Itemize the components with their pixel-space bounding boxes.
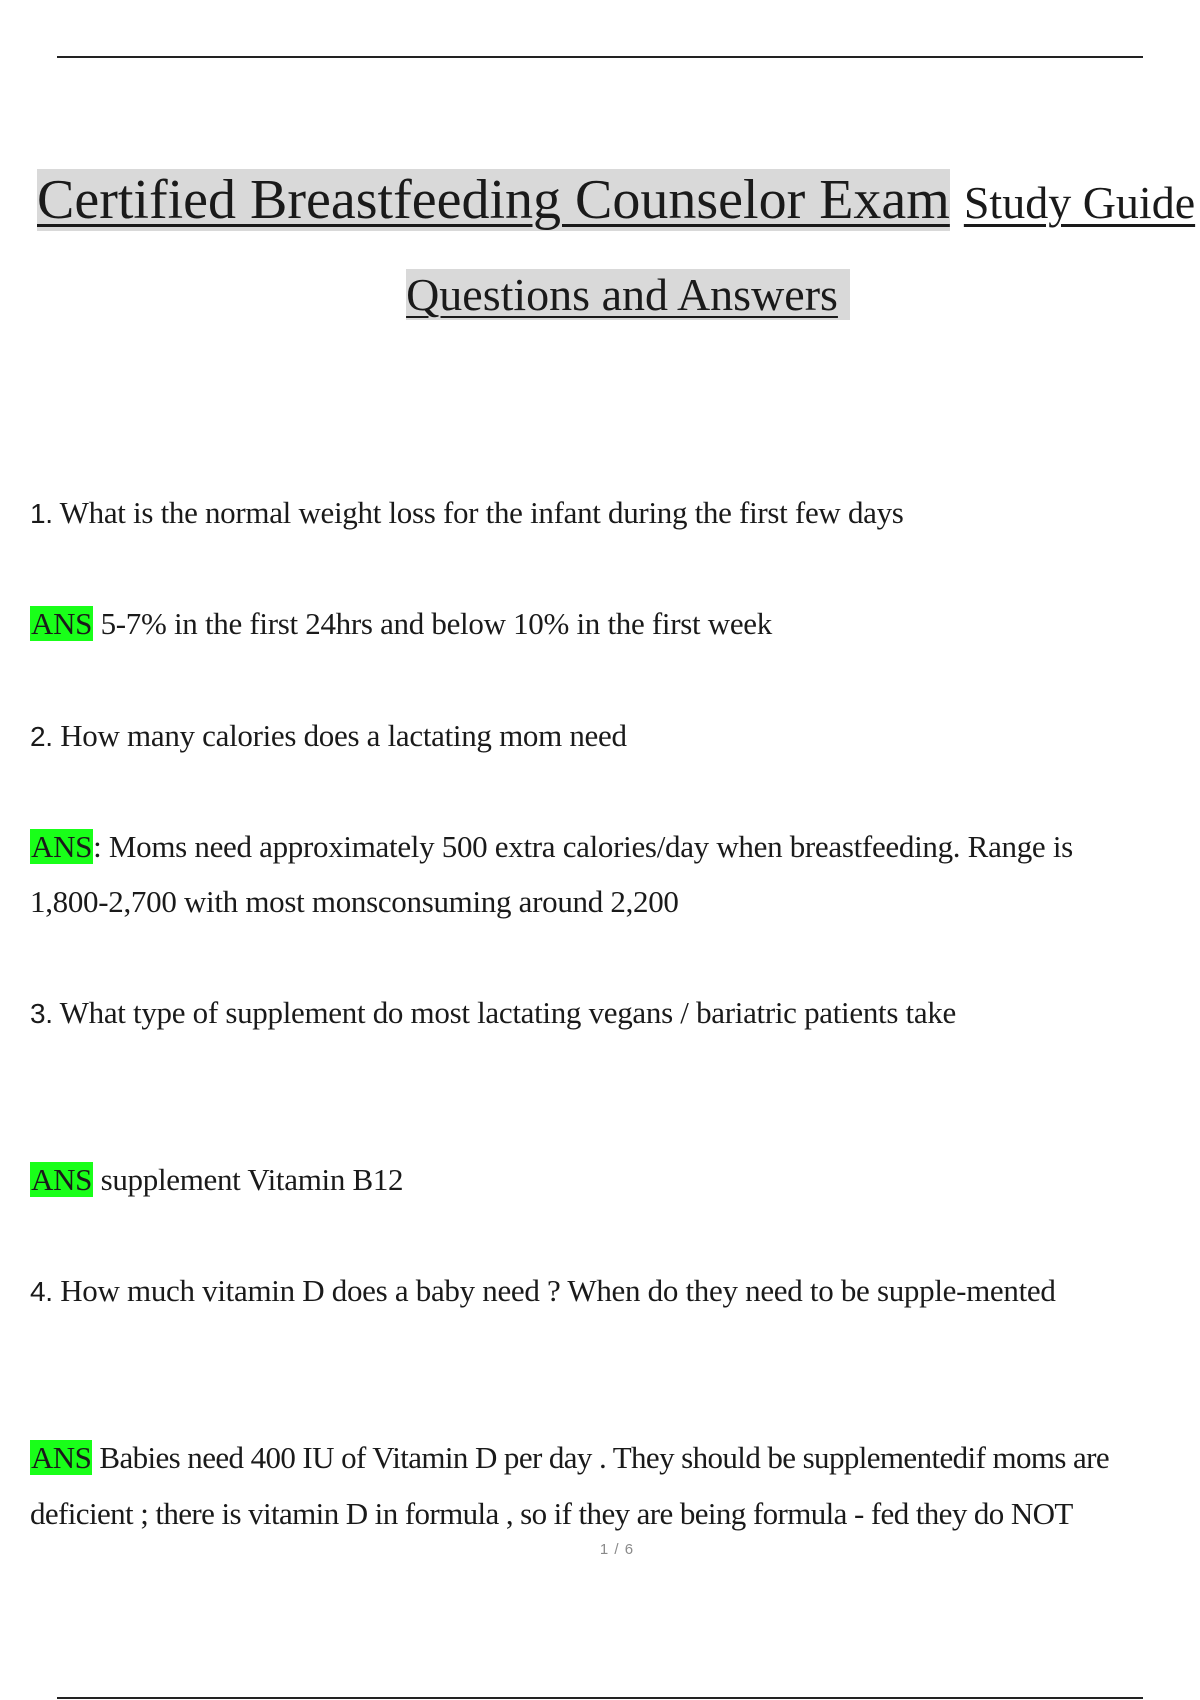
answer-1 [30,596,1180,652]
question-text: How much vitamin D does a baby need ? When do they need to be supple-mented [60,1273,1056,1308]
bottom-rule [57,1697,1143,1699]
subtitle-text: Questions and Answers [406,269,850,320]
answer-text: Babies need 400 IU of Vitamin D per day . They should be supplementedif moms are [99,1440,1110,1475]
title-tail: Study Guide [963,177,1196,228]
answer-tag: ANS [31,1440,92,1475]
answer-text: deficient ; there is vitamin D in formula , so if they are being formula - fed they do NOT [30,1496,1073,1531]
question-number: 3. [30,998,53,1029]
question-number: 4. [30,1276,53,1307]
answer-4-continued [30,1486,1180,1542]
answer-2-continued [30,874,1180,930]
answer-text: supplement Vitamin B12 [100,1162,404,1197]
question-1 [30,485,1180,542]
answer-4 [30,1430,1180,1486]
answer-tag: ANS [31,1162,93,1197]
question-text: What type of supplement do most lactating vegans / bariatric patients take [59,995,956,1030]
page-indicator: 1 / 6 [599,1541,635,1558]
answer-tag: ANS [31,829,93,864]
title-main: Certified Breastfeeding Counselor Exam [37,169,950,231]
answer-2 [30,819,1180,875]
question-text: How many calories does a lactating mom need [60,718,627,753]
answer-text: 5-7% in the first 24hrs and below 10% in the first week [100,606,772,641]
question-number: 2. [30,721,53,752]
page-subtitle [0,269,1200,320]
top-rule [57,56,1143,58]
answer-tag: ANS [31,606,93,641]
page-title [37,169,1196,231]
answer-text: : Moms need approximately 500 extra calories/day when breastfeeding. Range is [93,829,1073,864]
question-number: 1. [30,498,53,529]
question-text: What is the normal weight loss for the infant during the first few days [59,495,904,530]
answer-text: 1,800-2,700 with most monsconsuming around 2,200 [30,884,679,919]
question-2 [30,708,1180,765]
answer-3 [30,1152,1180,1208]
question-4 [30,1263,1180,1320]
question-3 [30,985,1180,1042]
